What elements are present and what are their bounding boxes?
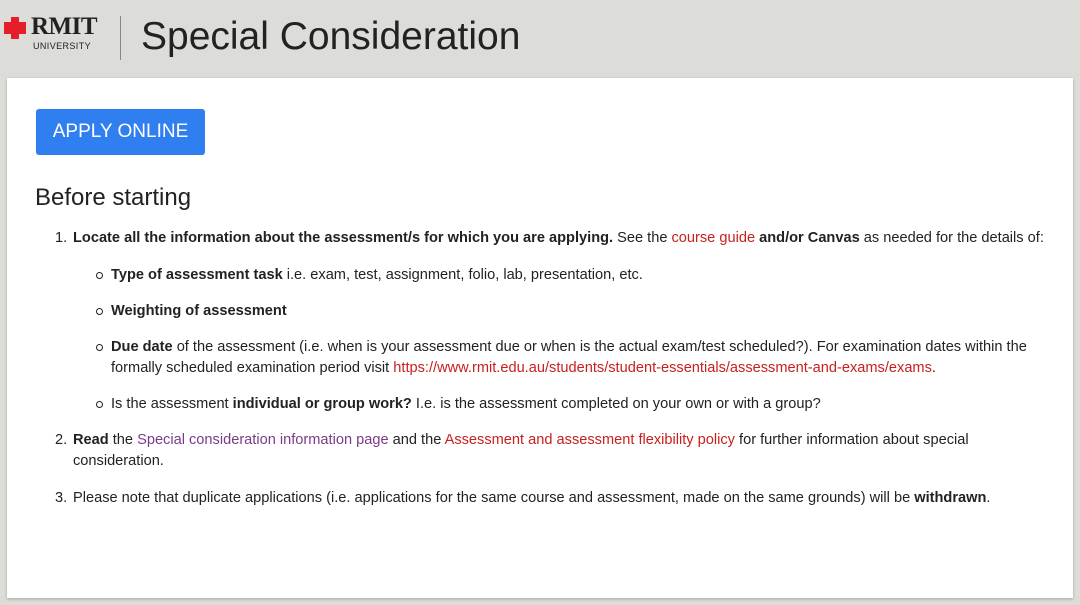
sub-item-bold: Type of assessment task [111,267,283,283]
sub-list-item [73,337,1053,379]
sub-list-item [73,301,1053,322]
sub-item-text: Is the assessment [111,396,233,412]
header-divider [120,16,121,60]
logo-subtext: UNIVERSITY [33,41,92,51]
item-text: for further information about special consideration. [73,432,969,469]
item-text: the [108,432,138,448]
list-number: 2. [55,432,68,448]
sub-list-item [73,265,1053,286]
list-item-1 [55,228,1053,249]
list-number: 1. [55,230,68,246]
page-title: Special Consideration [141,15,521,58]
rmit-logo[interactable] [4,14,104,58]
header-bar [0,0,1080,78]
exams-link[interactable]: https://www.rmit.edu.au/students/student-essentials/assessment-and-exams/exams [393,360,932,376]
content-panel [7,78,1073,598]
bullet-icon [96,272,103,279]
sub-item-text: i.e. exam, test, assignment, folio, lab, presentation, etc. [282,267,643,283]
item-lead-text: Locate all the information about the assessment/s for which you are applying. [73,230,614,246]
item-bold-text: Read [73,432,109,448]
item-bold-text: and/or Canvas [755,230,860,246]
sub-list-item [73,394,1053,415]
bullet-icon [96,344,103,351]
special-consideration-info-link[interactable]: Special consideration information page [137,432,389,448]
sub-item-text: of the assessment (i.e. when is your assessment due or when is the actual exam/test scheduled?). For examination dates within the formally scheduled examination period visit [111,339,1027,376]
apply-online-button[interactable]: APPLY ONLINE [36,109,205,155]
assessment-policy-link[interactable]: Assessment and assessment flexibility policy [444,432,735,448]
item-text: as needed for the details of: [859,230,1044,246]
course-guide-link[interactable]: course guide [671,230,756,246]
logo-wordmark: RMIT [31,13,98,40]
sub-item-text: I.e. is the assessment completed on your own or with a group? [411,396,821,412]
bullet-icon [96,401,103,408]
list-item-2 [55,430,1053,472]
item-text: . [986,490,991,506]
rmit-pixel-icon [4,17,26,39]
sub-item-bold: individual or group work? [232,396,412,412]
item-text: Please note that duplicate applications (i.e. applications for the same course and assessment, made on the same grounds) will be [73,490,915,506]
list-number: 3. [55,490,68,506]
bullet-icon [96,308,103,315]
sub-item-bold: Due date [111,339,173,355]
instructions-list [55,228,1053,509]
sub-item-bold: Weighting of assessment [111,303,287,319]
item-text: See the [613,230,672,246]
section-heading: Before starting [35,184,192,211]
list-item-3 [55,488,1053,509]
item-bold-text: withdrawn [914,490,987,506]
sub-item-text: . [931,360,936,376]
item-text: and the [388,432,445,448]
